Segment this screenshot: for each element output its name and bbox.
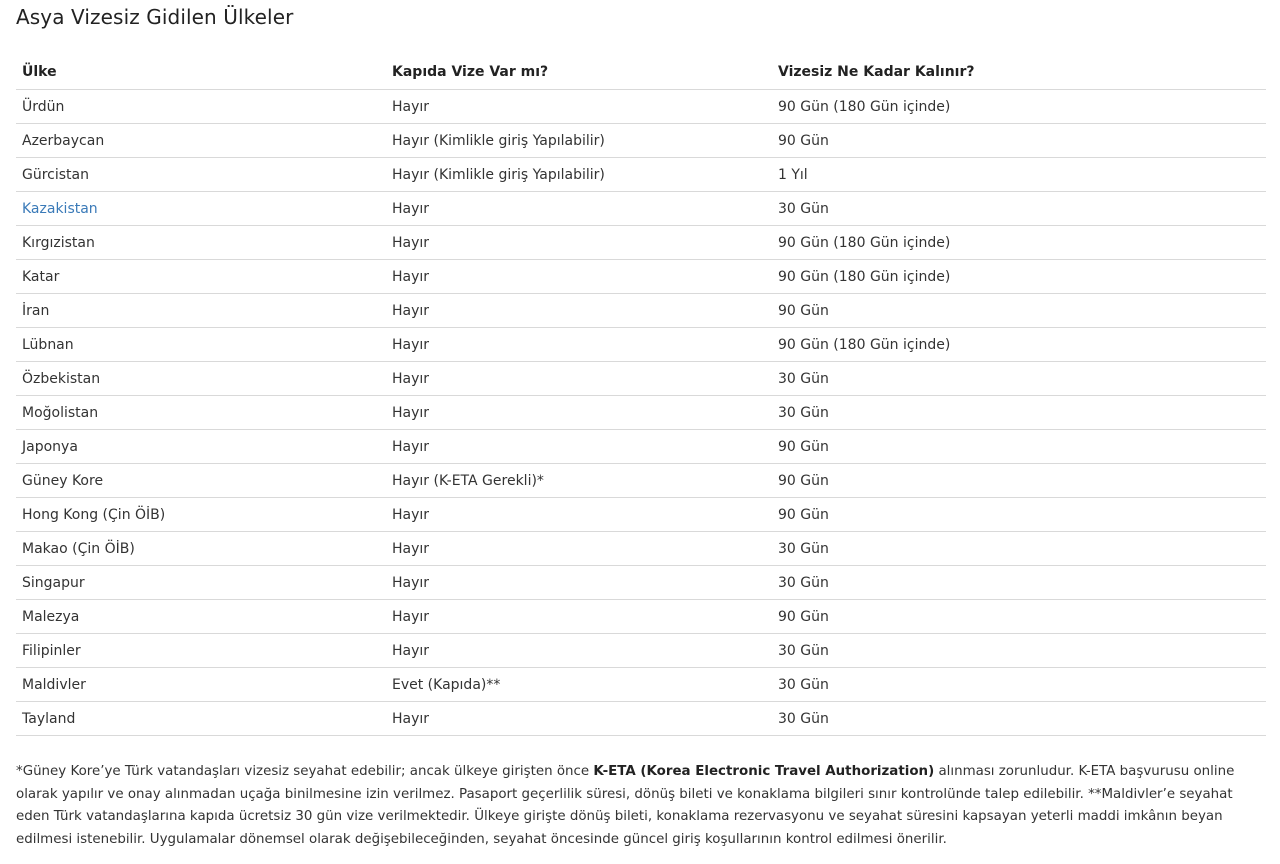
cell-country: Makao (Çin ÖİB)	[16, 532, 386, 566]
table-row	[16, 566, 1266, 600]
cell-stay-duration: 90 Gün	[772, 294, 1266, 328]
footnote-bold: K-ETA (Korea Electronic Travel Authorization)	[593, 764, 935, 779]
header-stay-duration: Vizesiz Ne Kadar Kalınır?	[772, 55, 1266, 90]
table-row	[16, 294, 1266, 328]
table-row	[16, 600, 1266, 634]
country-link[interactable]: Kazakistan	[22, 200, 98, 217]
table-header-row	[16, 55, 1266, 90]
cell-stay-duration: 90 Gün	[772, 124, 1266, 158]
cell-country: Malezya	[16, 600, 386, 634]
cell-country: İran	[16, 294, 386, 328]
cell-country: Singapur	[16, 566, 386, 600]
cell-visa-on-arrival: Hayır	[386, 294, 772, 328]
footnote-text-1: *Güney Kore’ye Türk vatandaşları vizesiz seyahat edebilir; ancak ülkeye girişten önce	[16, 764, 594, 779]
cell-visa-on-arrival: Hayır	[386, 90, 772, 124]
cell-country: Hong Kong (Çin ÖİB)	[16, 498, 386, 532]
cell-visa-on-arrival: Hayır (Kimlikle giriş Yapılabilir)	[386, 124, 772, 158]
table-row	[16, 362, 1266, 396]
page-title: Asya Vizesiz Gidilen Ülkeler	[16, 5, 294, 29]
table-row	[16, 226, 1266, 260]
cell-visa-on-arrival: Hayır	[386, 362, 772, 396]
table-row	[16, 192, 1266, 226]
cell-stay-duration: 30 Gün	[772, 702, 1266, 736]
cell-visa-on-arrival: Hayır	[386, 498, 772, 532]
cell-stay-duration: 30 Gün	[772, 192, 1266, 226]
cell-visa-on-arrival: Hayır	[386, 566, 772, 600]
cell-stay-duration: 90 Gün (180 Gün içinde)	[772, 90, 1266, 124]
table-body	[16, 90, 1266, 736]
cell-stay-duration: 30 Gün	[772, 396, 1266, 430]
table-row	[16, 90, 1266, 124]
cell-country: Lübnan	[16, 328, 386, 362]
table-row	[16, 532, 1266, 566]
cell-country: Azerbaycan	[16, 124, 386, 158]
footnote-text-2: alınması zorunludur. K-ETA başvurusu online olarak yapılır ve onay alınmadan uçağa binilmesine izin verilmez. Pasaport geçerlilik süresi, dönüş bileti ve konaklama bilgileri sınır kontrolünde talep edilebilir. **Maldivler’e seyahat eden Türk vatandaşlarına kapıda ücretsiz 30 gün vize verilmektedir. Ülkeye girişte dönüş bileti, konaklama rezervasyonu ve seyahat süresini kapsayan yeterli maddi imkânın beyan edilmesi istenebilir. Uygulamalar dönemsel olarak değişebileceğinden, seyahat öncesinde güncel giriş koşullarının kontrol edilmesi önerilir.	[16, 764, 1235, 847]
cell-country	[16, 192, 386, 226]
cell-country: Japonya	[16, 430, 386, 464]
cell-visa-on-arrival: Evet (Kapıda)**	[386, 668, 772, 702]
table-row	[16, 158, 1266, 192]
header-visa-on-arrival: Kapıda Vize Var mı?	[386, 55, 772, 90]
cell-country: Kırgızistan	[16, 226, 386, 260]
cell-stay-duration: 30 Gün	[772, 362, 1266, 396]
table-row	[16, 430, 1266, 464]
cell-stay-duration: 90 Gün	[772, 498, 1266, 532]
cell-visa-on-arrival: Hayır	[386, 396, 772, 430]
visa-table	[16, 55, 1266, 736]
cell-stay-duration: 30 Gün	[772, 532, 1266, 566]
cell-country: Maldivler	[16, 668, 386, 702]
cell-country: Ürdün	[16, 90, 386, 124]
table-row	[16, 464, 1266, 498]
table-row	[16, 328, 1266, 362]
footnote	[16, 761, 1266, 851]
cell-stay-duration: 90 Gün (180 Gün içinde)	[772, 328, 1266, 362]
table-row	[16, 702, 1266, 736]
table-row	[16, 260, 1266, 294]
cell-stay-duration: 90 Gün	[772, 600, 1266, 634]
table-row	[16, 634, 1266, 668]
cell-country: Tayland	[16, 702, 386, 736]
cell-country: Katar	[16, 260, 386, 294]
cell-stay-duration: 30 Gün	[772, 566, 1266, 600]
cell-stay-duration: 1 Yıl	[772, 158, 1266, 192]
cell-visa-on-arrival: Hayır (K-ETA Gerekli)*	[386, 464, 772, 498]
cell-country: Filipinler	[16, 634, 386, 668]
cell-visa-on-arrival: Hayır	[386, 430, 772, 464]
cell-country: Moğolistan	[16, 396, 386, 430]
cell-stay-duration: 90 Gün	[772, 430, 1266, 464]
cell-visa-on-arrival: Hayır	[386, 328, 772, 362]
table-row	[16, 396, 1266, 430]
cell-visa-on-arrival: Hayır	[386, 600, 772, 634]
cell-country: Gürcistan	[16, 158, 386, 192]
cell-country: Güney Kore	[16, 464, 386, 498]
cell-visa-on-arrival: Hayır	[386, 226, 772, 260]
table-row	[16, 498, 1266, 532]
cell-visa-on-arrival: Hayır	[386, 634, 772, 668]
cell-stay-duration: 30 Gün	[772, 634, 1266, 668]
cell-stay-duration: 90 Gün (180 Gün içinde)	[772, 260, 1266, 294]
cell-stay-duration: 30 Gün	[772, 668, 1266, 702]
cell-visa-on-arrival: Hayır (Kimlikle giriş Yapılabilir)	[386, 158, 772, 192]
cell-stay-duration: 90 Gün	[772, 464, 1266, 498]
header-country: Ülke	[16, 55, 386, 90]
cell-stay-duration: 90 Gün (180 Gün içinde)	[772, 226, 1266, 260]
cell-visa-on-arrival: Hayır	[386, 260, 772, 294]
cell-country: Özbekistan	[16, 362, 386, 396]
cell-visa-on-arrival: Hayır	[386, 192, 772, 226]
cell-visa-on-arrival: Hayır	[386, 702, 772, 736]
table-row	[16, 124, 1266, 158]
cell-visa-on-arrival: Hayır	[386, 532, 772, 566]
table-row	[16, 668, 1266, 702]
